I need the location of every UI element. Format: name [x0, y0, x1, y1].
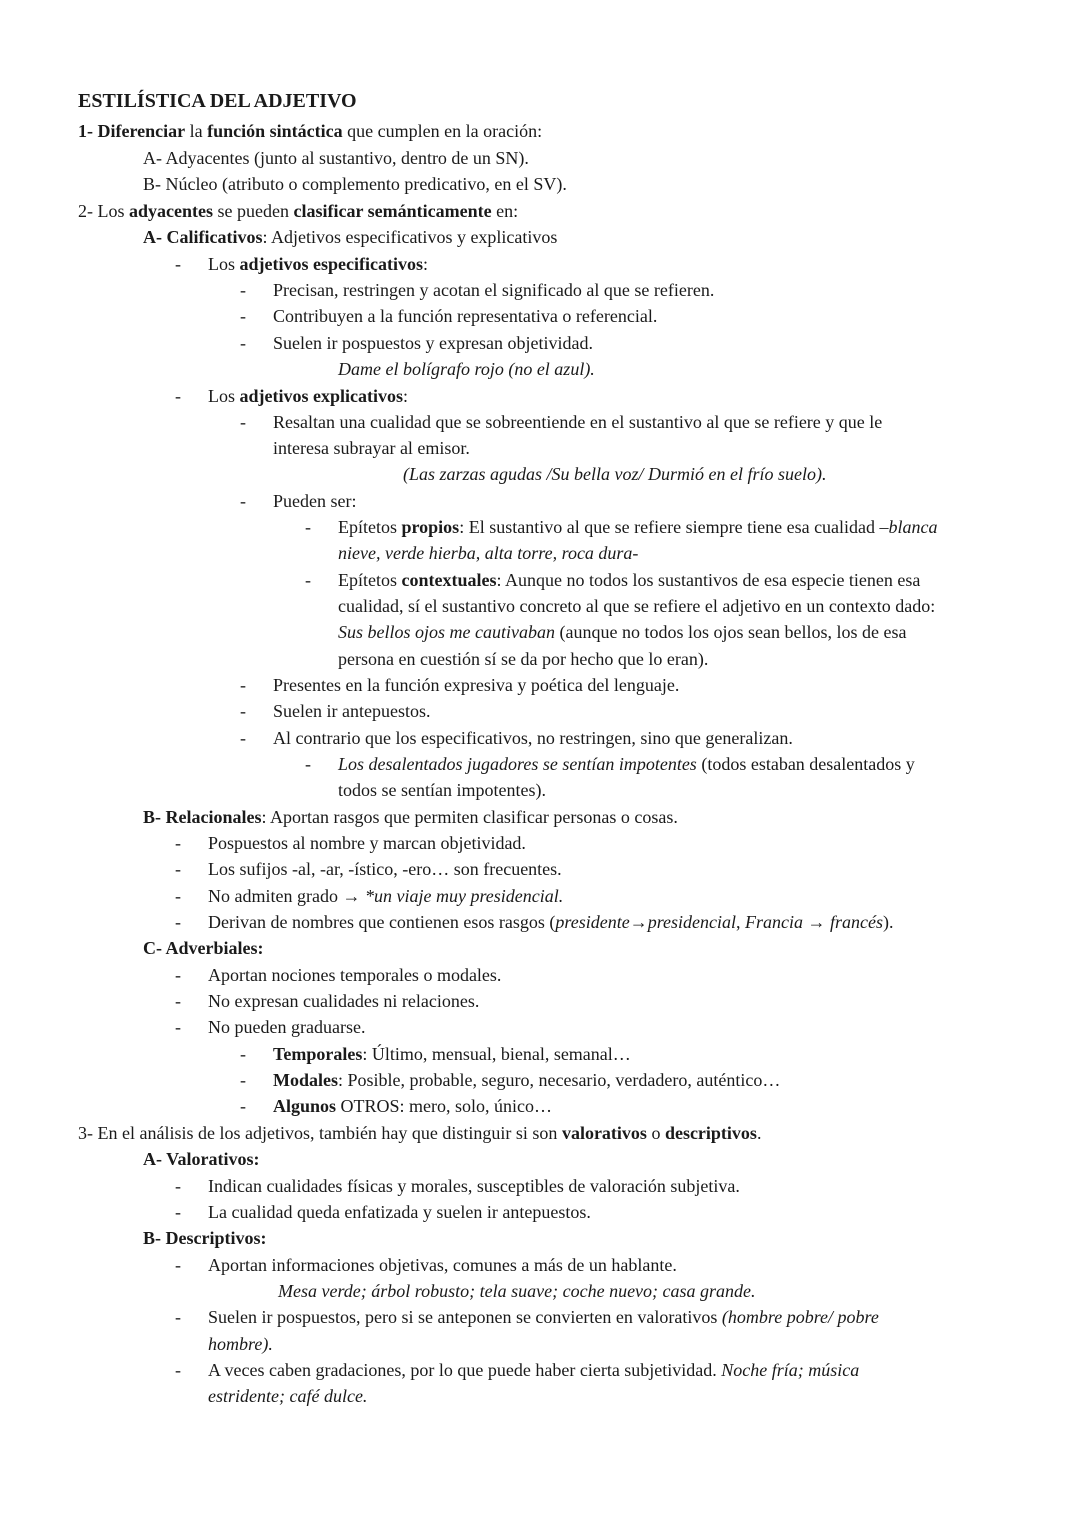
list-item: Presentes en la función expresiva y poética del lenguaje.: [273, 675, 680, 695]
epitetos-contextuales-continued: persona en cuestión sí se da por hecho que lo eran).: [338, 649, 709, 669]
bullet-dash: -: [240, 1070, 246, 1090]
bullet-dash: -: [175, 1017, 181, 1037]
bullet-dash: -: [175, 912, 181, 932]
epitetos-contextuales: Epítetos contextuales: Aunque no todos los sustantivos de esa especie tienen esa: [338, 570, 921, 590]
example-text: Mesa verde; árbol robusto; tela suave; coche nuevo; casa grande.: [278, 1281, 756, 1301]
bullet-dash: -: [175, 833, 181, 853]
epitetos-contextuales-continued: cualidad, sí el sustantivo concreto al que se refiere el adjetivo en un contexto dado:: [338, 596, 936, 616]
bullet-dash: -: [175, 886, 181, 906]
valorativos-heading: A- Valorativos:: [143, 1149, 260, 1169]
list-item: A veces caben gradaciones, por lo que puede haber cierta subjetividad. Noche fría; música: [208, 1360, 860, 1380]
bullet-dash: -: [305, 570, 311, 590]
list-item-continued: estridente; café dulce.: [208, 1386, 368, 1406]
example-text: Los desalentados jugadores se sentían impotentes (todos estaban desalentados y: [338, 754, 915, 774]
bullet-dash: -: [175, 965, 181, 985]
list-item: Pospuestos al nombre y marcan objetividad.: [208, 833, 526, 853]
list-item: No admiten grado → *un viaje muy presidencial.: [208, 886, 564, 906]
list-item: Indican cualidades físicas y morales, susceptibles de valoración subjetiva.: [208, 1176, 740, 1196]
bullet-dash: -: [175, 1176, 181, 1196]
bullet-dash: -: [175, 1255, 181, 1275]
list-item: Suelen ir pospuestos, pero si se anteponen se convierten en valorativos (hombre pobre/ pobre: [208, 1307, 879, 1327]
bullet-dash: -: [240, 701, 246, 721]
list-item: No expresan cualidades ni relaciones.: [208, 991, 480, 1011]
list-item-continued: interesa subrayar al emisor.: [273, 438, 470, 458]
example-text: (Las zarzas agudas /Su bella voz/ Durmió en el frío suelo).: [403, 464, 827, 484]
list-item-continued: hombre).: [208, 1334, 273, 1354]
list-item: La cualidad queda enfatizada y suelen ir antepuestos.: [208, 1202, 591, 1222]
list-item: Precisan, restringen y acotan el significado al que se refieren.: [273, 280, 715, 300]
epitetos-propios: Epítetos propios: El sustantivo al que se refiere siempre tiene esa cualidad –blanca: [338, 517, 938, 537]
calificativos-heading: A- Calificativos: Adjetivos especificativos y explicativos: [143, 227, 558, 247]
list-item: Temporales: Último, mensual, bienal, semanal…: [273, 1044, 631, 1064]
bullet-dash: -: [175, 1202, 181, 1222]
bullet-dash: -: [175, 254, 181, 274]
list-item: Algunos OTROS: mero, solo, único…: [273, 1096, 553, 1116]
bullet-dash: -: [175, 991, 181, 1011]
section-3-heading: 3- En el análisis de los adjetivos, también hay que distinguir si son valorativos o descriptivos.: [78, 1123, 762, 1143]
bullet-dash: -: [240, 1044, 246, 1064]
section-1-item-b: B- Núcleo (atributo o complemento predicativo, en el SV).: [143, 174, 567, 194]
document-title: ESTILÍSTICA DEL ADJETIVO: [78, 90, 357, 112]
bullet-dash: -: [240, 675, 246, 695]
bullet-dash: -: [175, 859, 181, 879]
bullet-dash: -: [240, 491, 246, 511]
list-item: Al contrario que los especificativos, no restringen, sino que generalizan.: [273, 728, 793, 748]
list-item: Aportan informaciones objetivas, comunes a más de un hablante.: [208, 1255, 677, 1275]
list-item: Modales: Posible, probable, seguro, necesario, verdadero, auténtico…: [273, 1070, 781, 1090]
bullet-dash: -: [175, 1360, 181, 1380]
bullet-dash: -: [240, 1096, 246, 1116]
list-item: Aportan nociones temporales o modales.: [208, 965, 502, 985]
list-item: Pueden ser:: [273, 491, 357, 511]
bullet-dash: -: [240, 306, 246, 326]
explicativos-heading: Los adjetivos explicativos:: [208, 386, 409, 406]
bullet-dash: -: [175, 1307, 181, 1327]
descriptivos-heading: B- Descriptivos:: [143, 1228, 267, 1248]
bullet-dash: -: [240, 412, 246, 432]
list-item: Resaltan una cualidad que se sobreentiende en el sustantivo al que se refiere y que le: [273, 412, 883, 432]
especificativos-heading: Los adjetivos especificativos:: [208, 254, 428, 274]
adverbiales-heading: C- Adverbiales:: [143, 938, 264, 958]
section-2-heading: 2- Los adyacentes se pueden clasificar semánticamente en:: [78, 201, 519, 221]
list-item: Contribuyen a la función representativa o referencial.: [273, 306, 658, 326]
section-1-item-a: A- Adyacentes (junto al sustantivo, dentro de un SN).: [143, 148, 529, 168]
section-1-heading: 1- Diferenciar la función sintáctica que cumplen en la oración:: [78, 121, 543, 141]
example-text-continued: todos se sentían impotentes).: [338, 780, 546, 800]
bullet-dash: -: [240, 280, 246, 300]
bullet-dash: -: [305, 754, 311, 774]
bullet-dash: -: [175, 386, 181, 406]
list-item: Los sufijos -al, -ar, -ístico, -ero… son frecuentes.: [208, 859, 562, 879]
bullet-dash: -: [240, 333, 246, 353]
list-item: Suelen ir pospuestos y expresan objetividad.: [273, 333, 593, 353]
list-item: Suelen ir antepuestos.: [273, 701, 431, 721]
example-text: Dame el bolígrafo rojo (no el azul).: [338, 359, 595, 379]
list-item: Derivan de nombres que contienen esos rasgos (presidente→presidencial, Francia → francés).: [208, 912, 894, 932]
list-item: No pueden graduarse.: [208, 1017, 366, 1037]
relacionales-heading: B- Relacionales: Aportan rasgos que permiten clasificar personas o cosas.: [143, 807, 678, 827]
bullet-dash: -: [240, 728, 246, 748]
bullet-dash: -: [305, 517, 311, 537]
epitetos-propios-continued: nieve, verde hierba, alta torre, roca dura-: [338, 543, 639, 563]
epitetos-contextuales-continued: Sus bellos ojos me cautivaban (aunque no todos los ojos sean bellos, los de esa: [338, 622, 907, 642]
